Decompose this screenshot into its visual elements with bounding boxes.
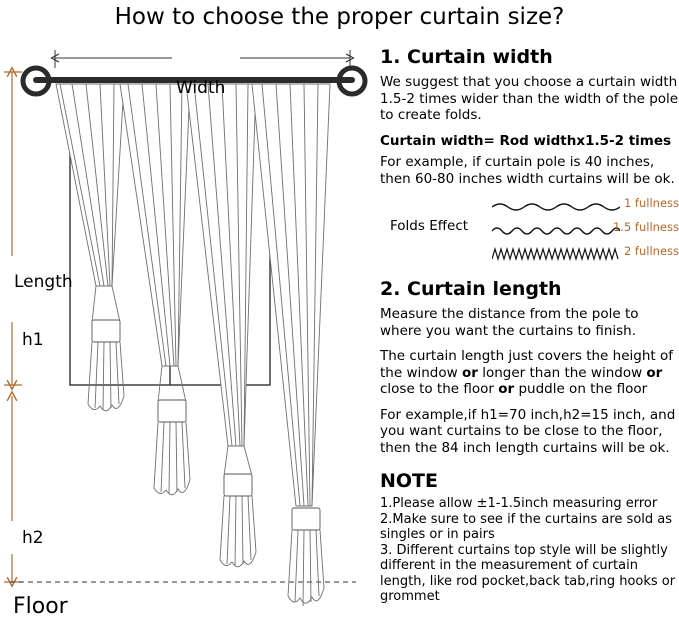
legend-1-fullness: 1 fullness: [623, 196, 679, 210]
legend-1-5-fullness: 1.5 fullness: [612, 220, 679, 234]
label-h1: h1: [22, 330, 44, 350]
label-length: Length: [14, 272, 73, 292]
length-dimension: [4, 72, 22, 582]
wave-1-fullness: [492, 198, 620, 217]
section-heading-note: NOTE: [380, 470, 438, 492]
length-p2-or2: or: [646, 364, 663, 381]
label-h2: h2: [22, 528, 44, 548]
curtain-panel-1: [56, 84, 124, 411]
width-paragraph-2: For example, if curtain pole is 40 inches, then 60-80 inches width curtains will be ok.: [380, 154, 675, 187]
length-paragraph-1: Measure the distance from the pole to where you want the curtains to finish.: [380, 306, 639, 339]
wave-2-fullness: [492, 246, 620, 265]
length-paragraph-2: [380, 348, 679, 398]
legend-2-fullness: 2 fullness: [623, 244, 679, 258]
curtain-panel-4: [252, 84, 330, 606]
width-paragraph-1: We suggest that you choose a curtain width 1.5-2 times wider than the width of the pole to create folds.: [380, 74, 679, 123]
length-p2-a: The curtain length just covers the height of the window: [380, 348, 673, 381]
curtain-panel-2: [120, 84, 190, 495]
label-floor: Floor: [13, 594, 68, 619]
section-heading-width: 1. Curtain width: [380, 46, 553, 68]
folds-effect-label: Folds Effect: [390, 218, 469, 234]
section-heading-length: 2. Curtain length: [380, 278, 562, 300]
curtain-diagram: [0, 36, 380, 617]
label-width: Width: [176, 78, 226, 98]
length-p2-g: puddle on the floor: [514, 381, 648, 397]
page-title: How to choose the proper curtain size?: [114, 4, 565, 30]
wave-1-5-fullness: [492, 222, 620, 241]
width-dimension: [55, 50, 350, 68]
note-item: 1.Please allow ±1-1.5inch measuring error: [380, 496, 658, 511]
length-p2-e: close to the floor: [380, 381, 499, 397]
folds-effect-block: [380, 196, 679, 262]
note-list: [380, 496, 679, 605]
note-item: 2.Make sure to see if the curtains are sold as singles or in pairs: [380, 511, 673, 542]
instructions-column: [380, 46, 679, 605]
length-p2-c: longer than the window: [477, 364, 647, 381]
width-formula: Curtain width= Rod widthx1.5-2 times: [380, 132, 672, 149]
note-item: 3. Different curtains top style will be slightly different in the measurement of curtain length, like rod pocket,back tab,ring hooks or grommet: [380, 542, 676, 604]
curtain-panel-3: [186, 84, 256, 567]
curtain-diagram-svg: [0, 36, 380, 617]
length-paragraph-3: For example,if h1=70 inch,h2=15 inch, and you want curtains to be close to the floor, then the 84 inch length curtains will be ok.: [380, 406, 676, 456]
length-p2-or3: or: [498, 381, 515, 397]
length-p2-or1: or: [461, 364, 478, 381]
